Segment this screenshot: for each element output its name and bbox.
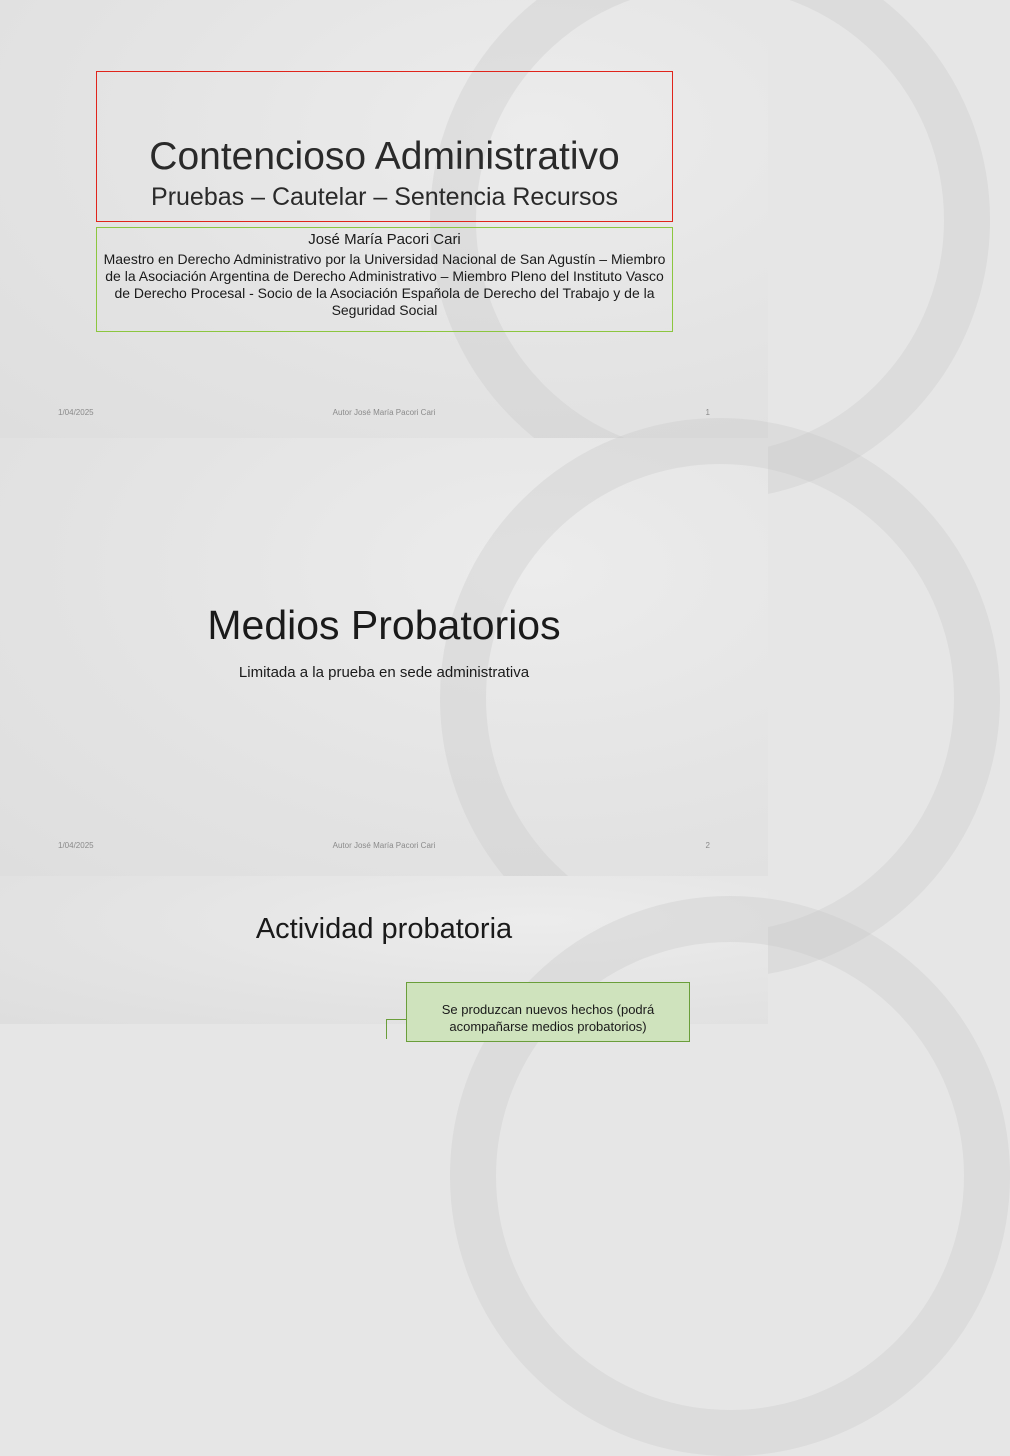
slide-title: Medios Probatorios	[207, 602, 561, 648]
diagram-box: Se produzcan nuevos hechos (podrá acompañarse medios probatorios)	[406, 982, 690, 1042]
slide-1	[0, 0, 768, 438]
slide-3	[0, 876, 768, 1034]
footer-date: 1/04/2025	[58, 841, 94, 850]
slide-subtitle: Limitada a la prueba en sede administrativa	[238, 664, 530, 681]
page-number: 2	[705, 841, 710, 850]
slide-subtitle: Pruebas – Cautelar – Sentencia Recursos	[151, 183, 618, 211]
diagram-connector	[386, 1019, 406, 1039]
page-number: 1	[705, 408, 710, 417]
footer-author: Autor José María Pacori Cari	[332, 841, 436, 850]
title-box	[96, 71, 673, 222]
footer-author: Autor José María Pacori Cari	[332, 408, 436, 417]
slide-2	[0, 438, 768, 876]
author-box	[96, 227, 673, 332]
author-bio: Maestro en Derecho Administrativo por la Universidad Nacional de San Agustín – Miembro de la Asociación Argentina de Derecho Administrativo – Miembro Pleno del Instituto Vasco de Derecho Procesal - Socio de la Asociación Española de Derecho del Trabajo y de la Seguridad Social	[103, 251, 666, 318]
footer-date: 1/04/2025	[58, 408, 94, 417]
slide-title: Actividad probatoria	[255, 913, 513, 945]
author-name: José María Pacori Cari	[308, 231, 461, 248]
slide-title: Contencioso Administrativo	[149, 135, 620, 178]
background-arc	[450, 896, 1010, 1456]
